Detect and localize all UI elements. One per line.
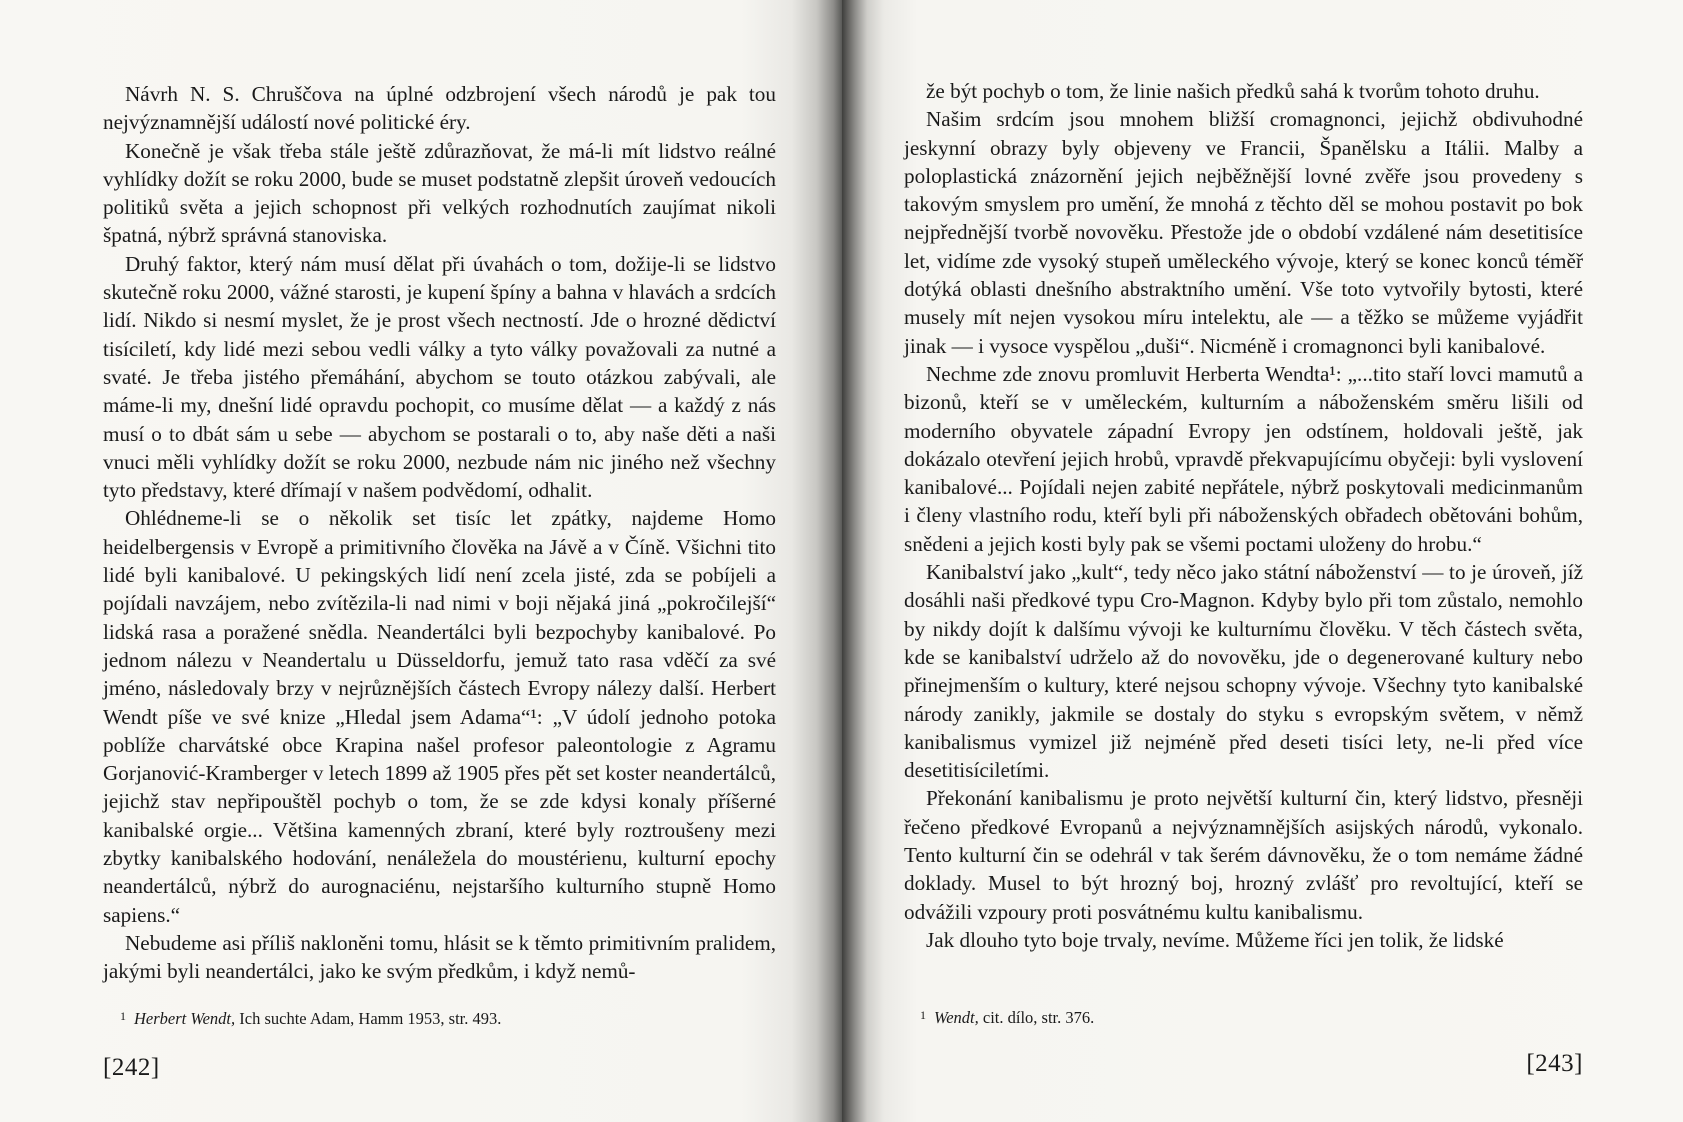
footnote [120, 1005, 501, 1030]
paragraph: Ohlédneme-li se o několik set tisíc let zpátky, najdeme Homo heidelbergensis v Evropě a primitivního člověka na Jávě a v Číně. Všichni tito lidé byli kanibalové. U pekingských lidí není zcela jisté, zda se pobíjeli a pojídali navzájem, nebo zvítězila-li nad nimi v boji nějaká jiná „pokročilejší“ lidská rasa a poražené snědla. Neandertálci byli bezpochyby kanibalové. Po jednom nálezu v Neandertalu u Düsseldorfu, jemuž tato rasa vděčí za své jméno, následovaly brzy v nejrůznějších částech Evropy nálezy další. Herbert Wendt píše ve své knize „Hledal jsem Adama“¹: „V údolí jednoho potoka poblíže charvátské obce Krapina našel profesor paleontologie z Agramu Gorjanović-Kramberger v letech 1899 až 1905 přes pět set koster neandertálců, jejichž stav nepřipouštěl pochyb o tom, že se zde kdysi konaly příšerné kanibalské orgie... Většina kamenných zbraní, které byly roztroušeny mezi zbytky kanibalského hodování, nenáležela do moustérienu, kulturní epochy neandertálců, nýbrž do aurognaciénu, nejstaršího kulturního stupně Homo sapiens.“ [103, 506, 776, 927]
paragraph: že být pochyb o tom, že linie našich předků sahá k tvorům tohoto druhu. [926, 79, 1540, 103]
paragraph: Druhý faktor, který nám musí dělat při úvahách o tom, dožije-li se lidstvo skutečně roku 2000, vážné starosti, je kupení špíny a bahna v hlavách a srdcích lidí. Nikdo si nesmí myslet, že je prost všech nectností. Jde o hrozné dědictví tisíciletí, kdy lidé mezi sebou vedli války a tyto války považovali za nutné a svaté. Je třeba jistého přemáhání, abychom se touto otázkou zabývali, ale máme-li my, dnešní lidé opravdu pochopit, co musíme dělat — a každý z nás musí o to dbát sám u sebe — abychom se postarali o to, aby naše děti a naši vnuci měli vyhlídky dožít se roku 2000, nezbude nám nic jiného než všechny tyto představy, které dřímají v našem podvědomí, odhalit. [103, 251, 776, 503]
paragraph: Konečně je však třeba stále ještě zdůrazňovat, že má-li mít lidstvo reálné vyhlídky dožít se roku 2000, bude se muset podstatně zlepšit úroveň vedoucích politiků světa a jejich schopnost při velkých rozhodnutích zaujímat nikoli špatná, nýbrž správná stanoviska. [103, 138, 776, 248]
footnote-mark: 1 [120, 1009, 126, 1023]
paragraph: Návrh N. S. Chruščova na úplné odzbrojení všech národů je pak tou nejvýznamnější událostí nové politické éry. [103, 82, 776, 135]
paragraph: Našim srdcím jsou mnohem bližší cromagnonci, jejichž obdivuhodné jeskynní obrazy byly objeveny ve Francii, Španělsku a Itálii. Malby a poloplastická znázornění jejich nejběžnější lovné zvěře jsou provedeny s takovým smyslem pro umění, že mnohá z těchto děl se mohou postavit po bok nejpřednější tvorbě novověku. Přestože jde o období vzdálené nám desetitisíce let, vidíme zde vysoký stupeň uměleckého vývoje, který se konec konců téměř dotýká oblasti dnešního abstraktního umění. Vše toto vytvořily bytosti, které musely mít nejen vysokou míru intelektu, ale — a těžko se můžeme vyjádřit jinak — i vysoce vyspělou „duši“. Nicméně i cromagnonci byli kanibalové. [904, 107, 1583, 358]
footnote-author: Herbert Wendt, [134, 1009, 236, 1028]
paragraph: Překonání kanibalismu je proto největší kulturní čin, který lidstvo, přesněji řečeno předkové Evropanů a nejvýznamnějších asijských národů, vykonalo. Tento kulturní čin se odehrál v tak šerém dávnověku, že o tom nemáme žádné doklady. Musel to být hrozný boj, hrozný zvlášť pro revoltující, kteří se odvážili vzpoury proti posvátnému kultu kanibalismu. [904, 786, 1583, 924]
footnote-text: Ich suchte Adam, Hamm 1953, str. 493. [239, 1009, 502, 1028]
footnote-text: cit. dílo, str. 376. [982, 1008, 1095, 1027]
page-number: [243] [1526, 1050, 1583, 1077]
paragraph: Kanibalství jako „kult“, tedy něco jako státní náboženství — to je úroveň, jíž dosáhli naši předkové typu Cro-Magnon. Kdyby bylo při tom zůstalo, nemohlo by nikdy dojít k dalšímu vývoji ke kulturnímu člověku. V těch částech světa, kde se kanibalství udrželo až do novověku, jde o degenerované kultury nebo přinejmenším o kultury, které nejsou schopny vývoje. Všechny tyto kanibalské národy zanikly, jakmile se dostaly do styku s evropským světem, v němž kanibalismus vymizel již nejméně před deseti tisíci lety, ne-li před více desetitisíciletími. [904, 560, 1583, 783]
footnote-author: Wendt, [934, 1008, 979, 1027]
footnote [920, 1004, 1094, 1029]
paragraph: Nechme zde znovu promluvit Herberta Wendta¹: „...tito staří lovci mamutů a bizonů, kteří se v uměleckém, kulturním a náboženském směru lišili od moderního obyvatele západní Evropy jen odstínem, holdovali ještě, jak dokázalo otevření jejich hrobů, vpravdě překvapujícímu obyčeji: byli vyslovení kanibalové... Pojídali nejen zabité nepřátele, nýbrž poskytovali medicinmanům i členy vlastního rodu, kteří byli při náboženských obřadech obětováni bohům, snědeni a jejich kosti byly pak se všemi poctami uloženy do hrobu.“ [904, 361, 1583, 556]
right-page [842, 0, 1683, 1122]
paragraph: Nebudeme asi příliš nakloněni tomu, hlásit se k těmto primitivním pralidem, jakými byli neandertálci, jako ke svým předkům, i když nemů- [103, 930, 776, 984]
left-page-body [103, 80, 776, 986]
paragraph: Jak dlouho tyto boje trvaly, nevíme. Můžeme říci jen tolik, že lidské [926, 927, 1504, 952]
right-page-body [904, 77, 1583, 954]
footnote-mark: 1 [920, 1008, 926, 1022]
page-number: [242] [103, 1054, 160, 1081]
